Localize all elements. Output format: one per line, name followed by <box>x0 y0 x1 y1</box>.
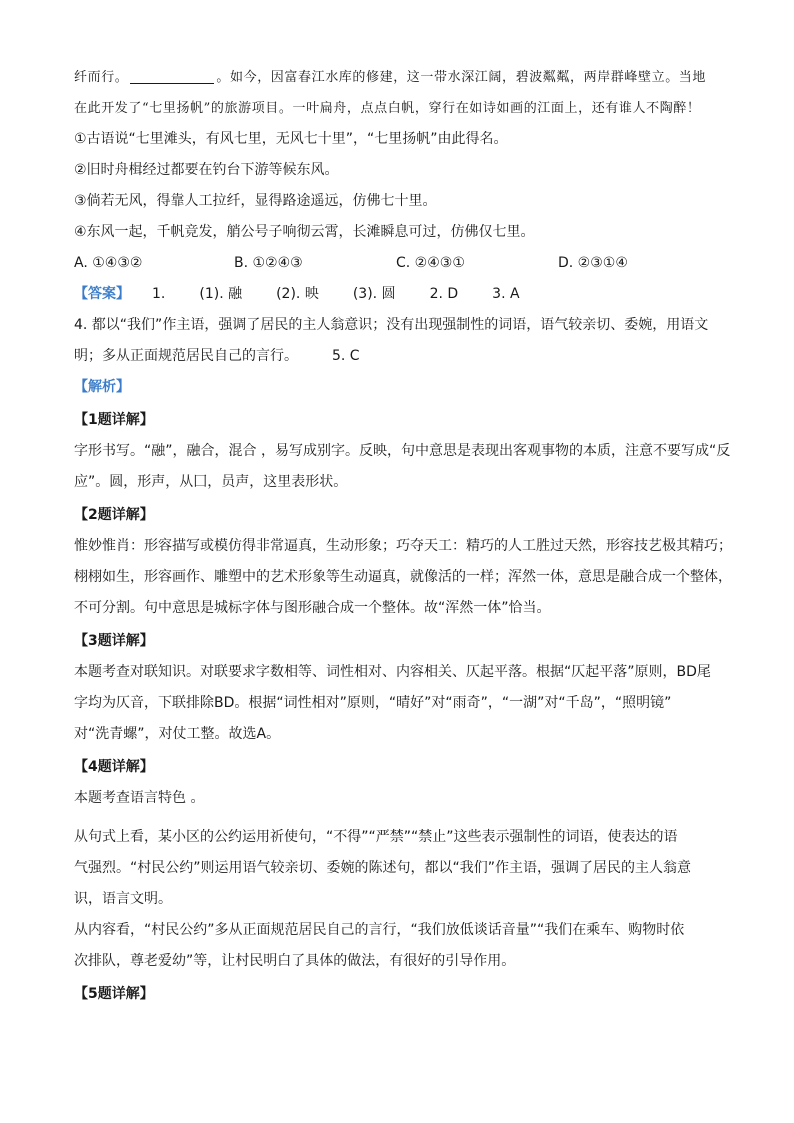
answer-q4-text: 明；多从正面规范居民自己的言行。 <box>74 348 298 364</box>
sentence-2: ②旧时舟楫经过都要在钓台下游等候东风。 <box>74 162 339 178</box>
answer-q4-line-1: 4. 都以“我们”作主语，强调了居民的主人翁意识；没有出现强制性的词语，语气较亲切、委婉，用语文 <box>74 317 709 333</box>
choice-options <box>74 248 734 279</box>
detail-4-intro: 本题考查语言特色 。 <box>74 790 205 806</box>
detail-4-line: 气强烈。“村民公约”则运用语气较亲切、委婉的陈述句，都以“我们”作主语，强调了居民的主人翁意 <box>74 860 692 876</box>
option-d: D. ②③①④ <box>558 255 628 271</box>
answer-tag: 【答案】 <box>74 286 130 302</box>
sentence-3: ③倘若无风，得靠人工拉纤，显得路途遥远，仿佛七十里。 <box>74 193 437 209</box>
detail-3-line: 本题考查对联知识。对联要求字数相等、词性相对、内容相关、仄起平落。根据“仄起平落”原则，BD尾 <box>74 664 711 680</box>
detail-2-line: 不可分割。句中意思是城标字体与图形融合成一个整体。故“浑然一体”恰当。 <box>74 600 551 616</box>
document-page <box>74 62 734 1010</box>
option-a: A. ①④③② <box>74 255 143 271</box>
sentence-4: ④东风一起，千帆竞发，艄公号子响彻云霄，长滩瞬息可过，仿佛仅七里。 <box>74 224 535 240</box>
option-b: B. ①②④③ <box>234 255 303 271</box>
detail-4-heading: 【4题详解】 <box>74 759 154 775</box>
detail-4-line: 识，语言文明。 <box>74 891 172 907</box>
answer-q4-line-2 <box>74 341 734 372</box>
answer-line <box>74 279 734 310</box>
passage-text: 纤而行。 <box>74 70 129 85</box>
answer-q1-3: (3). 圆 <box>352 286 396 302</box>
detail-4-line: 从句式上看，某小区的公约运用祈使句，“不得”“严禁”“禁止”这些表示强制性的词语，使表达的语 <box>74 829 678 845</box>
sentence-1: ①古语说“七里滩头，有风七里，无风七十里”，“七里扬帆”由此得名。 <box>74 131 508 147</box>
answer-q5: 5. C <box>332 348 360 364</box>
detail-1-line: 应”。圆，形声，从囗，员声，这里表形状。 <box>74 474 348 490</box>
detail-2-heading: 【2题详解】 <box>74 507 154 523</box>
answer-q2: 2. D <box>429 286 459 302</box>
detail-4-line: 次排队，尊老爱幼”等，让村民明白了具体的做法，有很好的引导作用。 <box>74 953 516 969</box>
detail-3-line: 对“洗青螺”，对仗工整。故选A。 <box>74 726 281 742</box>
answer-q1-label: 1. <box>152 286 166 302</box>
detail-1-heading: 【1题详解】 <box>74 412 154 428</box>
analysis-tag: 【解析】 <box>74 379 130 395</box>
passage-line-2: 在此开发了“七里扬帆”的旅游项目。一叶扁舟，点点白帆，穿行在如诗如画的江面上，还有谁人不陶醉！ <box>74 101 701 116</box>
passage-text: 。如今，因富春江水库的修建，这一带水深江阔，碧波粼粼，两岸群峰壁立。当地 <box>216 70 707 85</box>
detail-2-line: 栩栩如生，形容画作、雕塑中的艺术形象等生动逼真，就像活的一样；浑然一体，意思是融合成一个整体， <box>74 569 732 585</box>
answer-q1-1: (1). 融 <box>199 286 243 302</box>
detail-1-line: 字形书写。“融”，融合，混合 ，易写成别字。反映，句中意思是表现出客观事物的本质，注意不要写成“反 <box>74 443 731 459</box>
answer-q1-2: (2). 映 <box>276 286 319 302</box>
answer-q3: 3. A <box>492 286 520 302</box>
detail-3-line: 字均为仄音，下联排除BD。根据“词性相对”原则，“晴好”对“雨奇”，“一湖”对“千岛”，“照明镜” <box>74 695 672 711</box>
detail-5-heading: 【5题详解】 <box>74 986 154 1002</box>
option-c: C. ②④③① <box>396 255 465 271</box>
detail-2-line: 惟妙惟肖：形容描写或模仿得非常逼真，生动形象；巧夺天工：精巧的人工胜过天然，形容技艺极其精巧； <box>74 538 732 554</box>
answer-blank <box>130 69 214 84</box>
detail-4-line: 从内容看，“村民公约”多从正面规范居民自己的言行，“我们放低谈话音量”“我们在乘车、购物时依 <box>74 922 685 938</box>
passage-line-1 <box>74 62 734 93</box>
analysis-tag-line <box>74 372 734 403</box>
detail-3-heading: 【3题详解】 <box>74 633 154 649</box>
